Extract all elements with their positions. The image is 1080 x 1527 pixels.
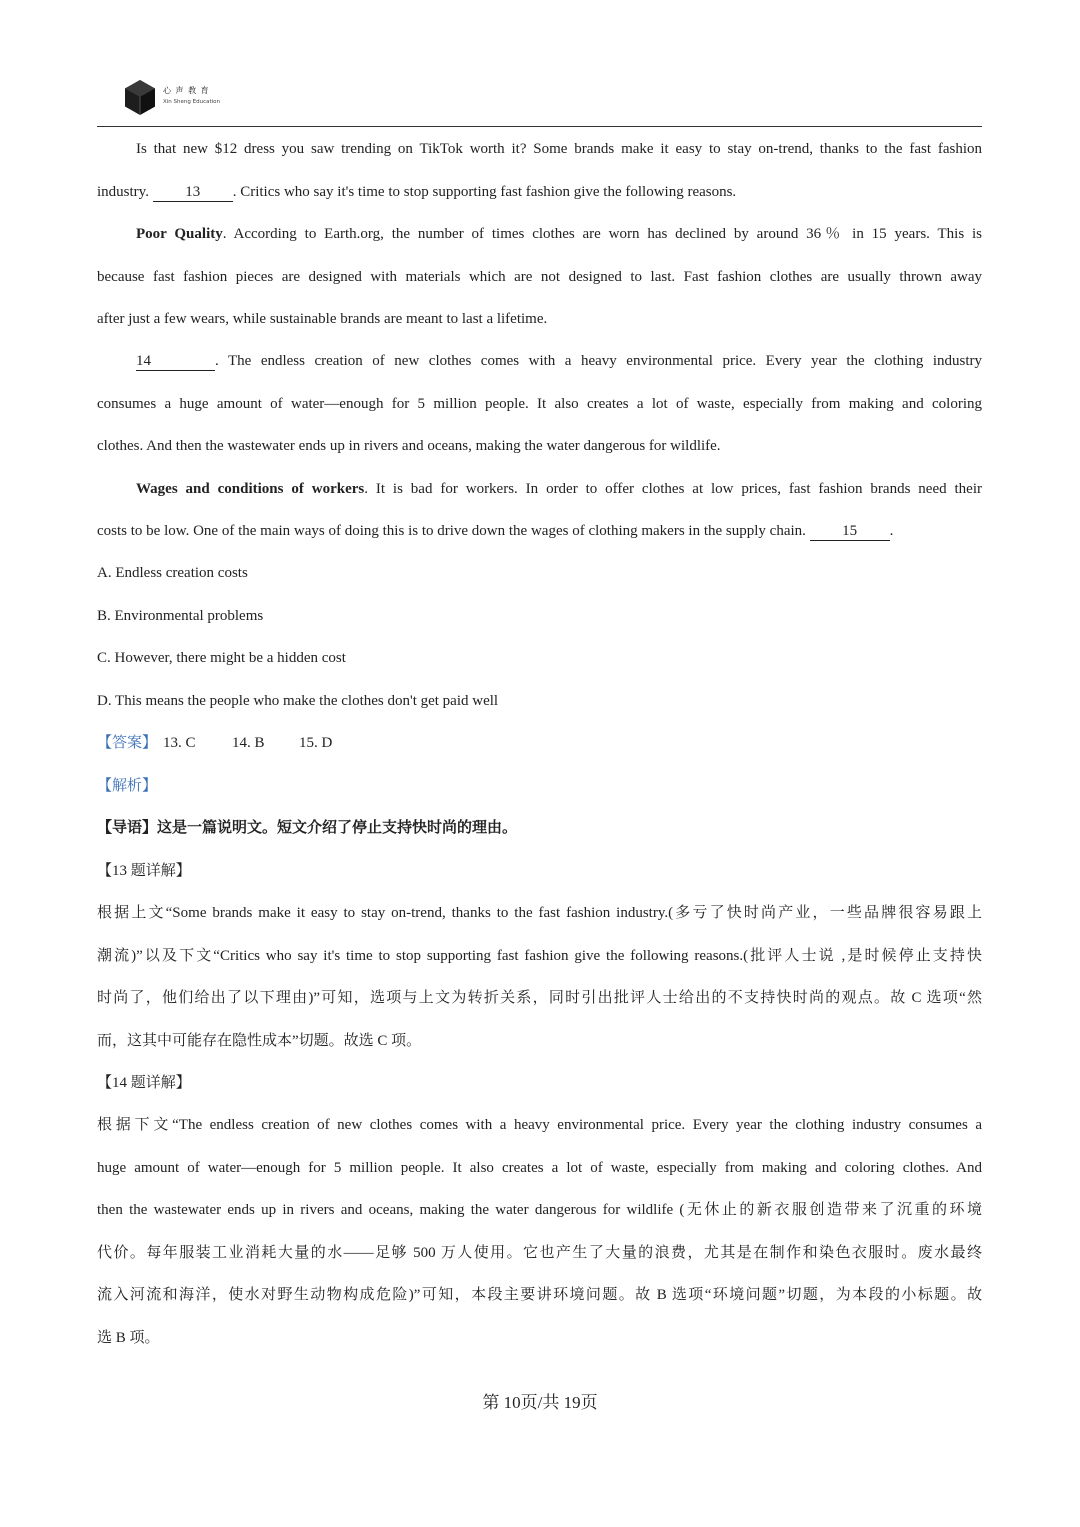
- blank-14: 14: [136, 353, 215, 371]
- passage-line: clothes. And then the wastewater ends up in rivers and oceans, making the water dangerous for wildlife.: [97, 438, 721, 454]
- text-span: .: [889, 523, 894, 539]
- q14-title: 【14 题详解】: [97, 1075, 191, 1091]
- q14-line: huge amount of water—enough for 5 million people. It also creates a lot of waste, especially from making and coloring clothes. And: [97, 1160, 982, 1176]
- passage-line: [97, 181, 982, 203]
- blank-15: 15: [810, 523, 890, 541]
- passage-line: because fast fashion pieces are designed with materials which are not designed to last. Fast fashion clothes are usually thrown away: [97, 269, 982, 285]
- blank-13: 13: [153, 184, 233, 202]
- q14-line: 选 B 项。: [97, 1330, 160, 1346]
- passage-line: [136, 350, 982, 372]
- text-span: industry.: [97, 184, 153, 200]
- passage-line: [136, 478, 982, 500]
- analysis-label: 【解析】: [97, 778, 158, 794]
- q14-line: 流入河流和海洋，使水对野生动物构成危险)”可知，本段主要讲环境问题。故 B 选项“环境问题”切题，为本段的小标题。故: [97, 1287, 982, 1303]
- passage-line: [136, 223, 982, 245]
- text-span: costs to be low. One of the main ways of doing this is to drive down the wages of clothing makers in the supply chain.: [97, 523, 810, 539]
- text-span: . Critics who say it's time to stop supporting fast fashion give the following reasons.: [232, 184, 737, 200]
- answer-label: 【答案】: [97, 735, 158, 751]
- passage-line: after just a few wears, while sustainable brands are meant to last a lifetime.: [97, 311, 548, 327]
- q14-line: 代价。每年服装工业消耗大量的水——足够 500 万人使用。它也产生了大量的浪费，尤其是在制作和染色衣服时。废水最终: [97, 1245, 982, 1261]
- subheading-wages: Wages and conditions of workers: [136, 481, 365, 497]
- answer-item: 15. D: [299, 735, 333, 751]
- q14-line: 根据下文“The endless creation of new clothes comes with a heavy environmental price. Every year the clothing industry consumes a: [97, 1117, 982, 1133]
- text-span: . The endless creation of new clothes comes with a heavy environmental price. Every year the clothing industry: [215, 353, 982, 369]
- option-d: D. This means the people who make the clothes don't get paid well: [97, 693, 499, 709]
- option-a: A. Endless creation costs: [97, 565, 248, 581]
- q13-title: 【13 题详解】: [97, 863, 191, 879]
- passage-line: consumes a huge amount of water—enough for 5 million people. It also creates a lot of waste, especially from making and coloring: [97, 396, 982, 412]
- answer-item: 13. C: [163, 735, 196, 751]
- brand-logo-icon: [122, 78, 162, 118]
- option-b: B. Environmental problems: [97, 608, 264, 624]
- passage-line: Is that new $12 dress you saw trending on TikTok worth it? Some brands make it easy to stay on-trend, thanks to the fast fashion: [136, 141, 982, 157]
- answer-item: 14. B: [232, 735, 265, 751]
- q13-line: 根据上文“Some brands make it easy to stay on-trend, thanks to the fast fashion industry.(多亏了快时尚产业，一些品牌很容易跟上: [97, 905, 982, 921]
- q13-line: 时尚了，他们给出了以下理由)”可知，选项与上文为转折关系，同时引出批评人士给出的不支持快时尚的观点。故 C 选项“然: [97, 990, 982, 1006]
- guide-line: 【导语】这是一篇说明文。短文介绍了停止支持快时尚的理由。: [97, 820, 518, 836]
- brand-name-cn: 心 声 教 育: [163, 86, 210, 95]
- option-c: C. However, there might be a hidden cost: [97, 650, 346, 666]
- text-span: . It is bad for workers. In order to offer clothes at low prices, fast fashion brands need their: [364, 481, 982, 497]
- answer-line: [97, 732, 982, 754]
- passage-line: [97, 520, 982, 542]
- q13-line: 潮流)”以及下文“Critics who say it's time to stop supporting fast fashion give the following reasons.(批评人士说 ,是时候停止支持快: [97, 948, 982, 964]
- q14-line: then the wastewater ends up in rivers and oceans, making the water dangerous for wildlife (无休止的新衣服创造带来了沉重的环境: [97, 1202, 982, 1218]
- text-span: . According to Earth.org, the number of times clothes are worn has declined by around 36％ in 15 years. This is: [222, 226, 983, 242]
- header-divider: [97, 126, 982, 127]
- page-number: 第 10页/共 19页: [482, 1393, 598, 1412]
- subheading-poor-quality: Poor Quality: [136, 226, 223, 242]
- brand-name-en: Xin Sheng Education: [163, 99, 220, 105]
- q13-line: 而，这其中可能存在隐性成本”切题。故选 C 项。: [97, 1033, 422, 1049]
